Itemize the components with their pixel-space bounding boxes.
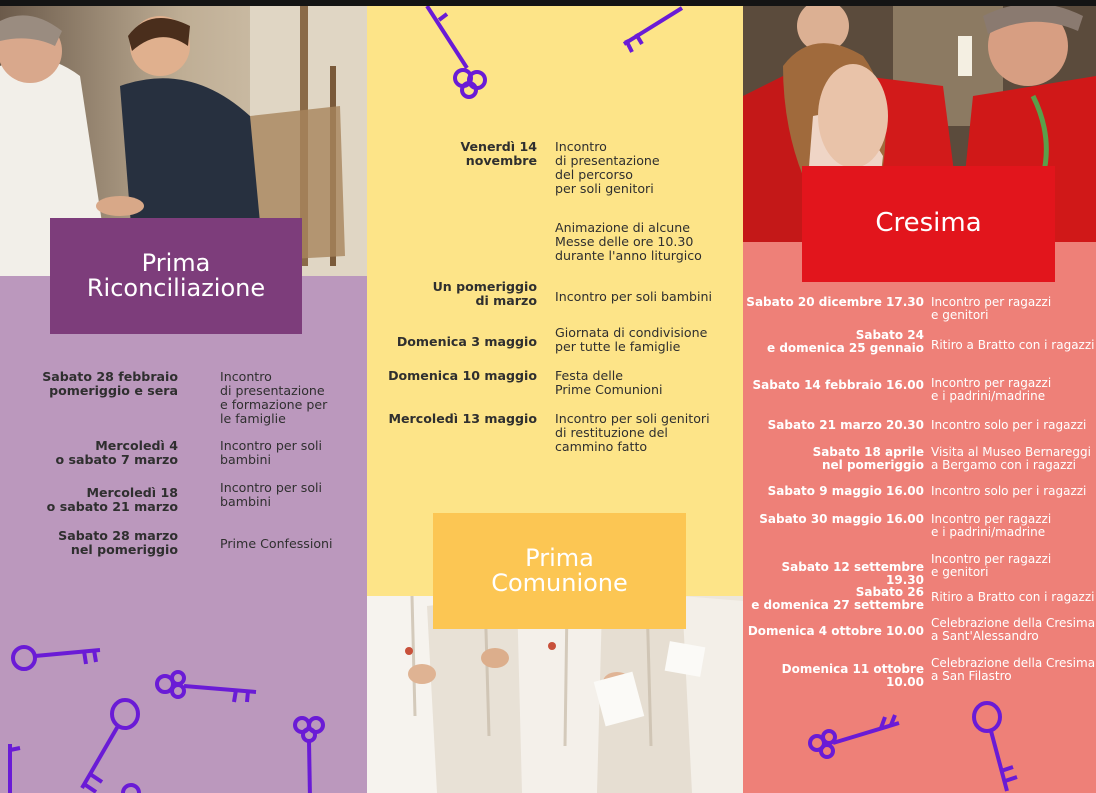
key-icon <box>967 701 1027 793</box>
event-date: Sabato 14 febbraio 16.00 <box>752 378 924 392</box>
event-text: Incontro solo per i ragazzi <box>931 418 1087 432</box>
key-icon <box>288 711 332 793</box>
key-icon <box>116 781 146 793</box>
event-date: Mercoledì 4 o sabato 7 marzo <box>55 438 178 468</box>
event-text: Incontro per soli genitori di restituzione del cammino fatto <box>555 411 710 455</box>
title-text: Cresima <box>875 208 982 239</box>
event-date: Mercoledì 13 maggio <box>388 411 537 426</box>
event-date: Sabato 18 aprile nel pomeriggio <box>812 445 924 473</box>
event-text: Giornata di condivisione per tutte le famiglie <box>555 325 708 355</box>
event-date: Sabato 24 e domenica 25 gennaio <box>767 328 924 356</box>
event-date: Mercoledì 18 o sabato 21 marzo <box>46 485 178 515</box>
title-line: Riconciliazione <box>86 274 266 302</box>
key-icon <box>70 696 150 793</box>
event-text: Incontro per soli bambini <box>220 438 323 468</box>
event-text: Incontro per soli bambini <box>555 289 712 304</box>
event-text: Festa delle Prime Comunioni <box>555 368 663 398</box>
event-date: Sabato 21 marzo 20.30 <box>767 418 924 432</box>
event-text: Incontro solo per i ragazzi <box>931 484 1087 498</box>
event-date: Domenica 10 maggio <box>388 368 537 383</box>
title-line: Prima <box>525 543 594 572</box>
event-text: Incontro per soli bambini <box>220 480 323 510</box>
title-prima-riconciliazione <box>50 218 302 334</box>
key-icon <box>0 736 22 793</box>
event-date: Venerdì 14 novembre <box>460 139 537 169</box>
event-date: Domenica 11 ottobre 10.00 <box>781 662 924 690</box>
event-text: Incontro di presentazione e formazione per le famiglie <box>220 369 328 427</box>
event-date: Sabato 26 e domenica 27 settembre <box>751 585 924 613</box>
event-text: Incontro per ragazzi e genitori <box>931 295 1052 323</box>
event-text: Incontro per ragazzi e genitori <box>931 552 1052 580</box>
title-line: Comunione <box>491 569 628 597</box>
key-icon <box>417 6 497 101</box>
event-date: Sabato 9 maggio 16.00 <box>767 484 924 498</box>
event-text: Celebrazione della Cresima a San Filastro <box>931 656 1096 684</box>
event-text: Incontro per ragazzi e i padrini/madrine <box>931 376 1052 404</box>
title-prima-comunione <box>433 513 686 629</box>
panel-prima-comunione <box>367 6 743 793</box>
key-icon <box>152 666 262 706</box>
event-date: Domenica 4 ottobre 10.00 <box>747 624 924 638</box>
event-text: Ritiro a Bratto con i ragazzi <box>931 590 1095 604</box>
event-text: Celebrazione della Cresima a Sant'Alessandro <box>931 616 1096 644</box>
event-text: Prime Confessioni <box>220 536 333 551</box>
event-date: Domenica 3 maggio <box>396 334 537 349</box>
event-text: Ritiro a Bratto con i ragazzi <box>931 338 1095 352</box>
event-text: Animazione di alcune Messe delle ore 10.30 durante l'anno liturgico <box>555 220 702 264</box>
event-date: Sabato 12 settembre 19.30 <box>781 560 924 588</box>
event-date: Un pomeriggio di marzo <box>432 279 537 309</box>
panel-prima-riconciliazione <box>0 6 367 793</box>
key-icon <box>612 6 692 56</box>
event-date: Sabato 28 marzo nel pomeriggio <box>58 528 178 558</box>
event-text: Incontro per ragazzi e i padrini/madrine <box>931 512 1052 540</box>
title-cresima <box>802 166 1055 282</box>
title-line: Prima <box>141 248 211 277</box>
key-icon <box>8 636 108 676</box>
event-date: Sabato 30 maggio 16.00 <box>759 512 924 526</box>
panel-cresima <box>743 6 1096 793</box>
event-date: Sabato 28 febbraio pomeriggio e sera <box>42 369 178 399</box>
event-text: Incontro di presentazione del percorso per soli genitori <box>555 139 660 197</box>
event-date: Sabato 20 dicembre 17.30 <box>746 295 924 309</box>
event-text: Visita al Museo Bernareggi a Bergamo con i ragazzi <box>931 445 1091 473</box>
key-icon <box>805 711 905 761</box>
